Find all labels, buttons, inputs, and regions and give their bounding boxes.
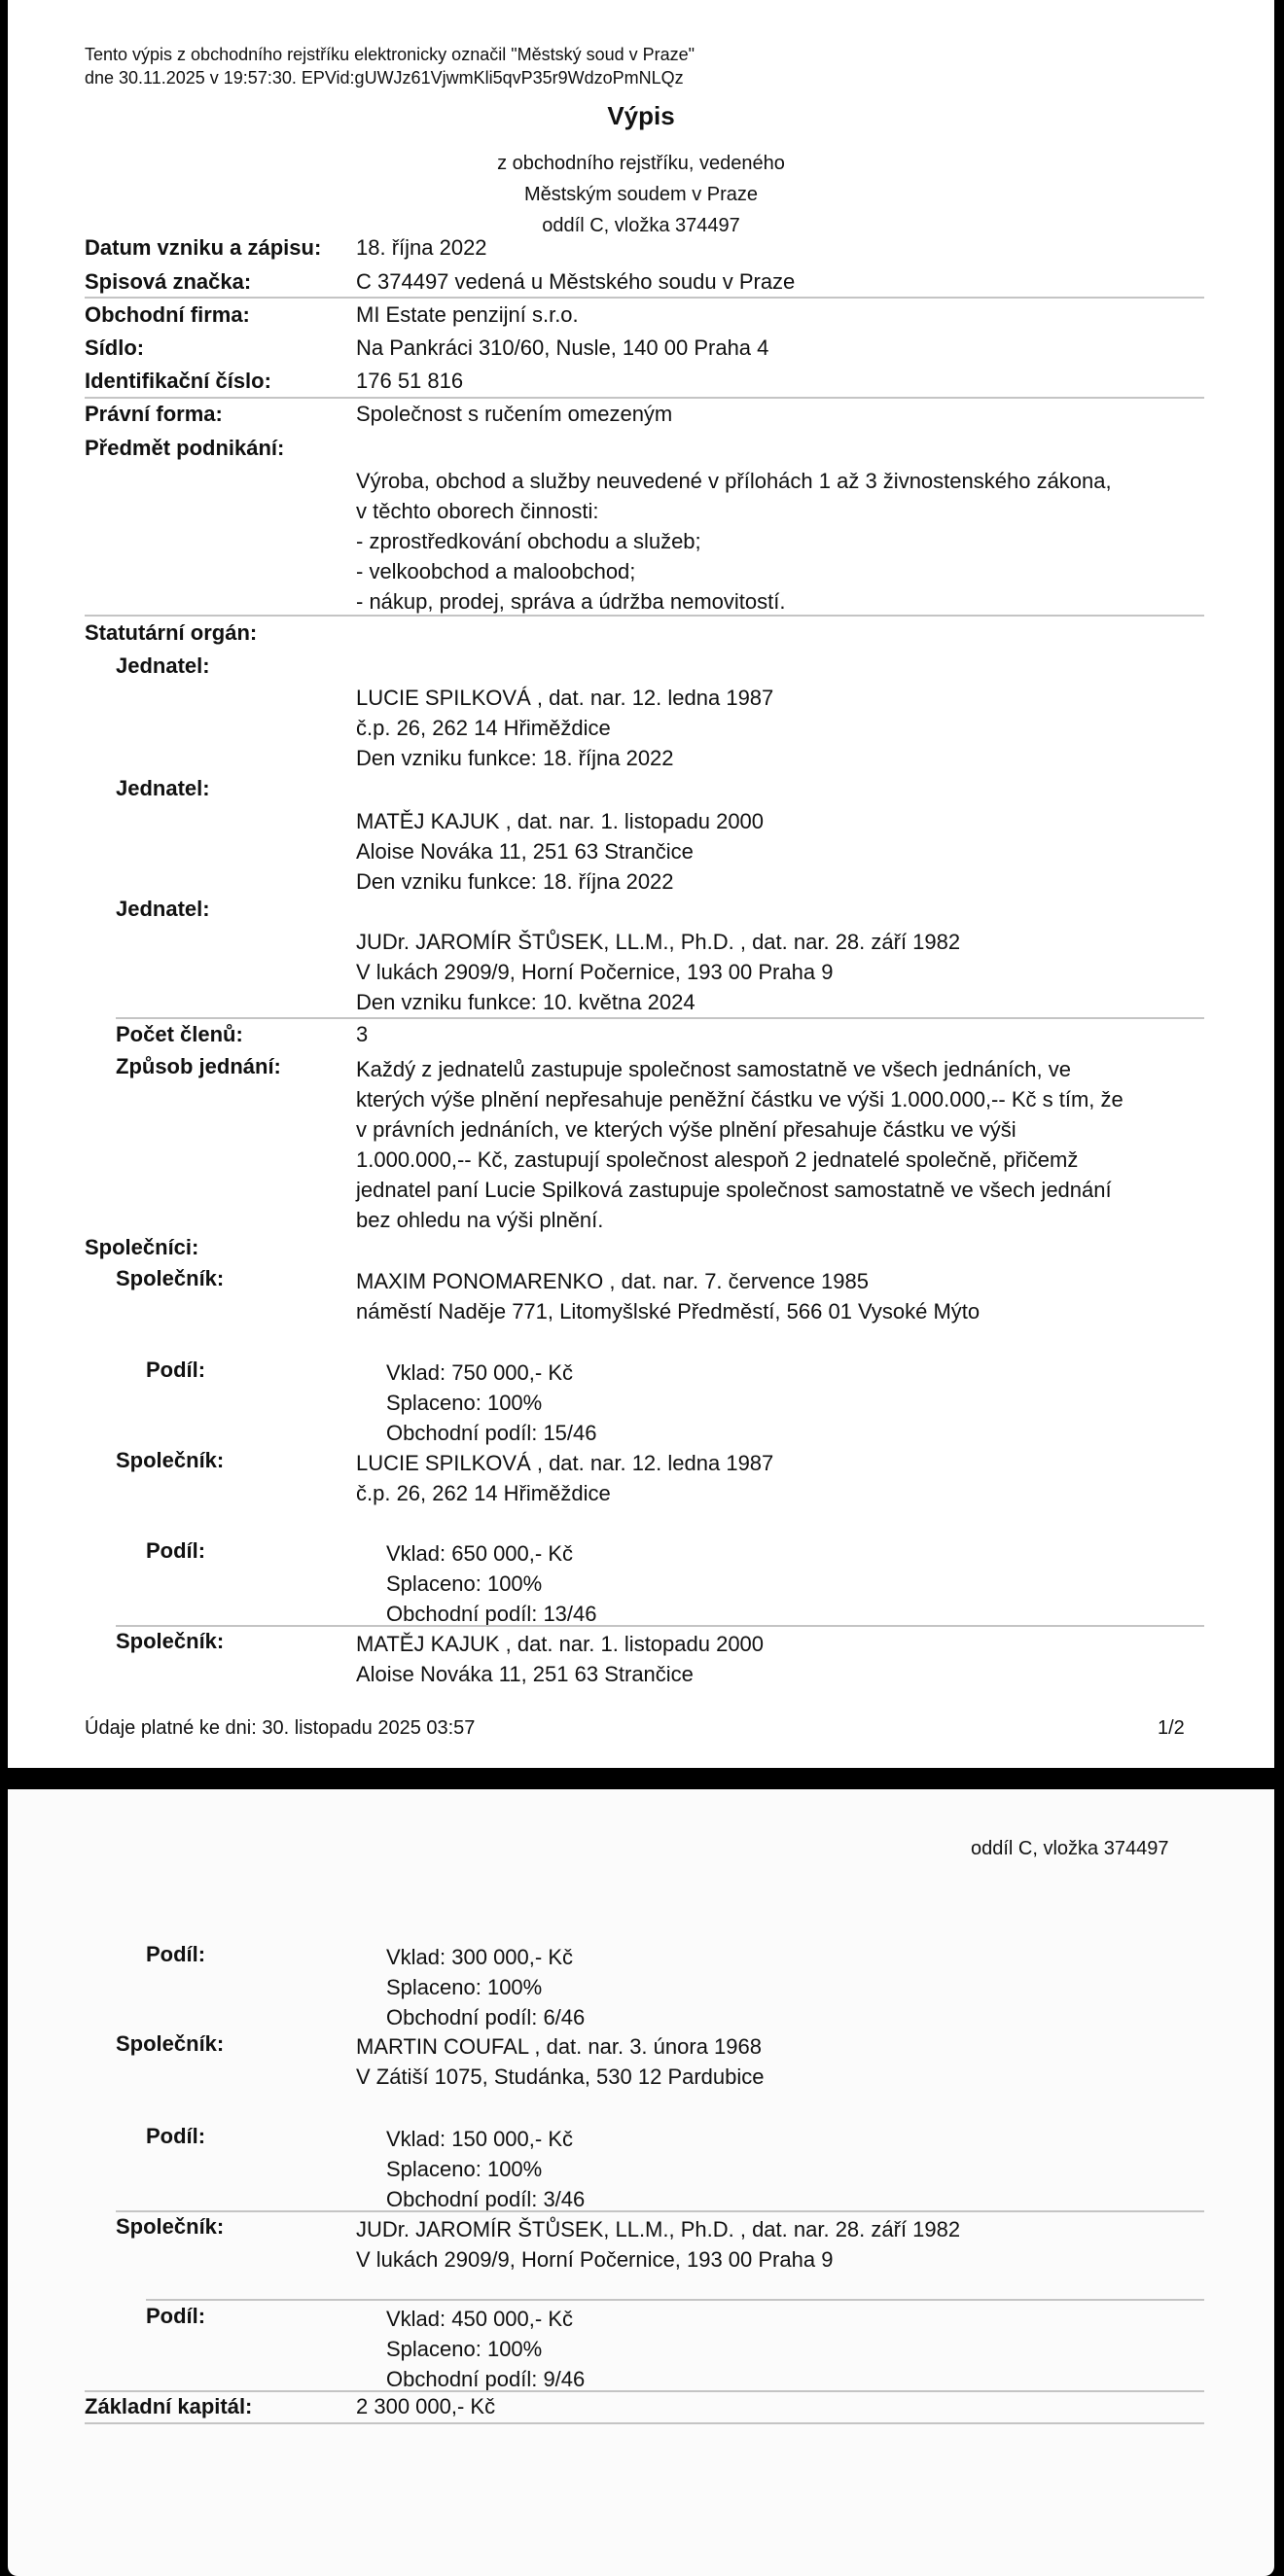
subtitle-line: Městským soudem v Praze (523, 184, 759, 205)
spolecnik-details (356, 2031, 765, 2092)
field-value-forma: Společnost s ručením omezeným (356, 402, 673, 426)
field-label-sidlo: Sídlo: (85, 335, 145, 360)
podil-splaceno: Splaceno: 100% (386, 1391, 543, 1415)
spolecnik-label: Společník: (116, 1266, 225, 1290)
jednatel-name: JUDr. JAROMÍR ŠTŮSEK, LL.M., Ph.D. , dat. nar. 28. září 1982 (356, 930, 961, 954)
notice-line: dne 30.11.2025 v 19:57:30. EPVid:gUWJz61VjwmKli5qvP35r9WdzoPmNLQz (85, 68, 684, 88)
field-value-predmet (356, 466, 1112, 617)
podil-details (386, 1538, 597, 1629)
field-label-pocet: Počet členů: (116, 1022, 243, 1046)
page-header-vlozka: oddíl C, vložka 374497 (971, 1838, 1169, 1859)
predmet-line: v těchto oborech činnosti: (356, 499, 599, 523)
field-value-spisova: C 374497 vedená u Městského soudu v Praze (356, 269, 796, 294)
podil-label: Podíl: (146, 1358, 206, 1382)
document-page-2 (8, 1789, 1274, 2576)
spolecnik-address: V lukách 2909/9, Horní Počernice, 193 00 Praha 9 (356, 2247, 834, 2272)
jednatel-name: MATĚJ KAJUK , dat. nar. 1. listopadu 2000 (356, 809, 765, 833)
section-label-statutarni: Statutární orgán: (85, 620, 258, 645)
podil-vklad: Vklad: 650 000,- Kč (386, 1541, 574, 1566)
zpusob-line: Každý z jednatelů zastupuje společnost samostatně ve všech jednáních, ve (356, 1057, 1072, 1081)
predmet-line: - nákup, prodej, správa a údržba nemovitostí. (356, 589, 786, 614)
spolecnik-name: MARTIN COUFAL , dat. nar. 3. února 1968 (356, 2034, 762, 2059)
zpusob-line: jednatel paní Lucie Spilková zastupuje společnost samostatně ve všech jednání (356, 1178, 1112, 1202)
field-value-zpusob (356, 1054, 1124, 1235)
zpusob-line: 1.000.000,-- Kč, zastupují společnost alespoň 2 jednatelé společně, přičemž (356, 1147, 1079, 1172)
field-value-firma: MI Estate penzijní s.r.o. (356, 302, 579, 327)
spolecnik-name: JUDr. JAROMÍR ŠTŮSEK, LL.M., Ph.D. , dat. nar. 28. září 1982 (356, 2217, 961, 2241)
jednatel-details (356, 806, 764, 897)
separator (116, 1017, 1204, 1019)
jednatel-since: Den vzniku funkce: 10. května 2024 (356, 990, 696, 1014)
podil-label: Podíl: (146, 1538, 206, 1563)
separator (85, 2422, 1204, 2424)
podil-obchodni: Obchodní podíl: 13/46 (386, 1602, 597, 1626)
spolecnik-name: LUCIE SPILKOVÁ , dat. nar. 12. ledna 1987 (356, 1451, 774, 1475)
jednatel-label: Jednatel: (116, 653, 210, 678)
field-label-predmet: Předmět podnikání: (85, 436, 285, 460)
document-title: Výpis (607, 101, 675, 130)
jednatel-address: Aloise Nováka 11, 251 63 Strančice (356, 839, 694, 864)
podil-splaceno: Splaceno: 100% (386, 1975, 543, 1999)
podil-details (386, 2304, 585, 2394)
zpusob-line: v právních jednáních, ve kterých výše plnění přesahuje částku ve výši (356, 1117, 1016, 1142)
spolecnik-label: Společník: (116, 1448, 225, 1472)
jednatel-label: Jednatel: (116, 897, 210, 921)
field-label-kapital: Základní kapitál: (85, 2394, 253, 2418)
podil-vklad: Vklad: 300 000,- Kč (386, 1945, 574, 1969)
spolecnik-details (356, 1266, 980, 1326)
podil-label: Podíl: (146, 1942, 206, 1966)
predmet-line: - velkoobchod a maloobchod; (356, 559, 636, 583)
field-label-zpusob: Způsob jednání: (116, 1054, 281, 1078)
spolecnik-label: Společník: (116, 2214, 225, 2239)
field-label-ico: Identifikační číslo: (85, 369, 271, 393)
spolecnik-label: Společník: (116, 1629, 225, 1653)
podil-obchodni: Obchodní podíl: 3/46 (386, 2187, 586, 2211)
jednatel-details (356, 683, 773, 773)
podil-details (386, 1942, 585, 2032)
document-subtitle (8, 148, 1274, 241)
jednatel-since: Den vzniku funkce: 18. října 2022 (356, 746, 674, 770)
zpusob-line: bez ohledu na výši plnění. (356, 1208, 604, 1232)
spolecnik-details (356, 1629, 764, 1689)
spolecnik-address: č.p. 26, 262 14 Hřiměždice (356, 1481, 611, 1505)
spolecnik-address: V Zátiší 1075, Studánka, 530 12 Pardubice (356, 2064, 765, 2089)
footer-valid-date: Údaje platné ke dni: 30. listopadu 2025 03:57 (85, 1717, 476, 1739)
podil-label: Podíl: (146, 2304, 206, 2328)
podil-label: Podíl: (146, 2124, 206, 2148)
jednatel-since: Den vzniku funkce: 18. října 2022 (356, 869, 674, 894)
field-value-pocet: 3 (356, 1022, 369, 1046)
predmet-line: - zprostředkování obchodu a služeb; (356, 529, 701, 553)
spolecnik-name: MAXIM PONOMARENKO , dat. nar. 7. července 1985 (356, 1269, 869, 1293)
podil-splaceno: Splaceno: 100% (386, 2337, 543, 2361)
jednatel-name: LUCIE SPILKOVÁ , dat. nar. 12. ledna 1987 (356, 686, 774, 710)
spolecnik-address: náměstí Naděje 771, Litomyšlské Předměstí, 566 01 Vysoké Mýto (356, 1299, 981, 1323)
document-page-1 (8, 0, 1274, 1768)
podil-details (386, 1358, 597, 1448)
spolecnik-name: MATĚJ KAJUK , dat. nar. 1. listopadu 2000 (356, 1632, 765, 1656)
separator (85, 615, 1204, 617)
field-value-ico: 176 51 816 (356, 369, 464, 393)
podil-details (386, 2124, 585, 2214)
field-value-datum: 18. října 2022 (356, 235, 487, 260)
separator (116, 2210, 1204, 2212)
separator (85, 297, 1204, 299)
podil-vklad: Vklad: 750 000,- Kč (386, 1360, 574, 1385)
spolecnik-label: Společník: (116, 2031, 225, 2056)
spolecnik-details (356, 1448, 773, 1508)
predmet-line: Výroba, obchod a služby neuvedené v přílohách 1 až 3 živnostenského zákona, (356, 469, 1112, 493)
podil-splaceno: Splaceno: 100% (386, 2157, 543, 2181)
separator (146, 2299, 1204, 2301)
podil-vklad: Vklad: 450 000,- Kč (386, 2307, 574, 2331)
field-label-spisova: Spisová značka: (85, 269, 252, 294)
zpusob-line: kterých výše plnění nepřesahuje peněžní částku ve výši 1.000.000,-- Kč s tím, že (356, 1087, 1124, 1112)
podil-obchodni: Obchodní podíl: 15/46 (386, 1421, 597, 1445)
podil-obchodni: Obchodní podíl: 6/46 (386, 2005, 586, 2029)
section-label-spolecnici: Společníci: (85, 1235, 199, 1259)
jednatel-details (356, 927, 960, 1017)
subtitle-line: z obchodního rejstříku, vedeného (497, 153, 785, 174)
jednatel-label: Jednatel: (116, 776, 210, 800)
field-label-firma: Obchodní firma: (85, 302, 250, 327)
jednatel-address: č.p. 26, 262 14 Hřiměždice (356, 716, 611, 740)
subtitle-line: oddíl C, vložka 374497 (542, 215, 740, 236)
podil-obchodni: Obchodní podíl: 9/46 (386, 2367, 586, 2391)
electronic-seal-notice (85, 43, 695, 89)
field-value-kapital: 2 300 000,- Kč (356, 2394, 496, 2418)
separator (116, 1625, 1204, 1627)
separator (85, 2390, 1204, 2392)
field-label-forma: Právní forma: (85, 402, 223, 426)
spolecnik-details (356, 2214, 960, 2275)
field-value-sidlo: Na Pankráci 310/60, Nusle, 140 00 Praha 4 (356, 335, 769, 360)
page-number: 1/2 (1158, 1717, 1185, 1739)
separator (85, 397, 1204, 399)
podil-vklad: Vklad: 150 000,- Kč (386, 2127, 574, 2151)
spolecnik-address: Aloise Nováka 11, 251 63 Strančice (356, 1662, 694, 1686)
notice-line: Tento výpis z obchodního rejstříku elektronicky označil "Městský soud v Praze" (85, 45, 696, 64)
field-label-datum: Datum vzniku a zápisu: (85, 235, 322, 260)
podil-splaceno: Splaceno: 100% (386, 1571, 543, 1596)
jednatel-address: V lukách 2909/9, Horní Počernice, 193 00 Praha 9 (356, 960, 834, 984)
